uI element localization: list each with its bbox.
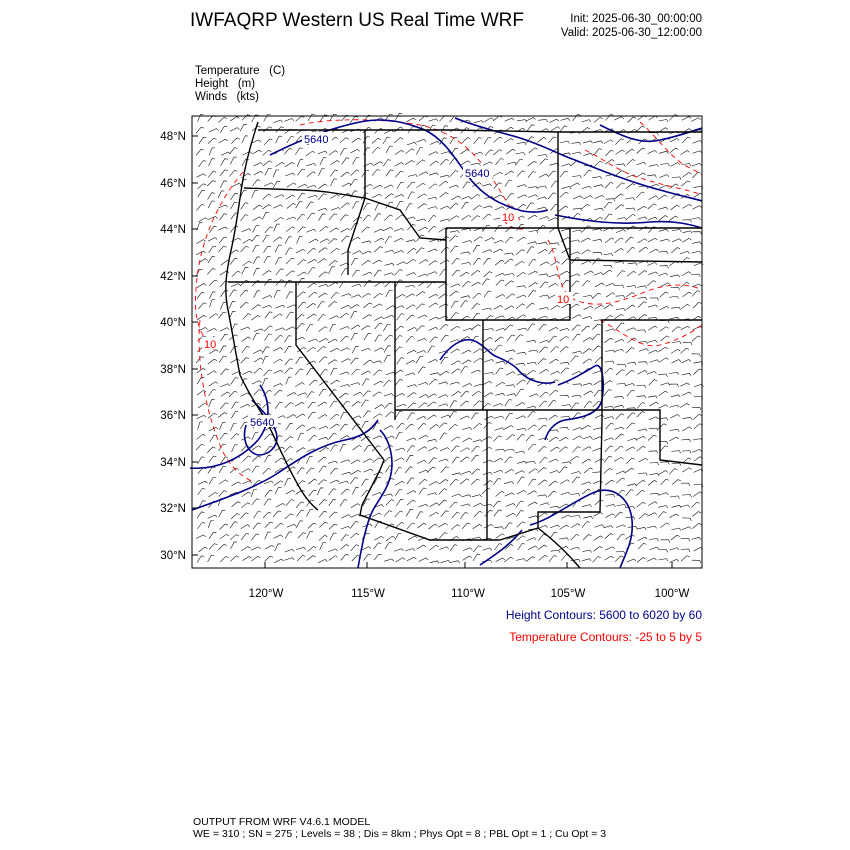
lat-label: 48°N bbox=[160, 131, 186, 143]
field-height-name: Height bbox=[195, 78, 229, 90]
lat-label: 42°N bbox=[160, 271, 186, 283]
lat-label: 32°N bbox=[160, 503, 186, 515]
lat-label: 40°N bbox=[160, 317, 186, 329]
wind-barbs bbox=[196, 113, 704, 563]
lon-label: 115°W bbox=[351, 588, 385, 600]
lat-label: 30°N bbox=[160, 550, 186, 562]
temperature-contour-west bbox=[195, 172, 243, 350]
height-contour-southern-rockies bbox=[545, 365, 603, 440]
temperature-label-rockies: 10 bbox=[502, 212, 515, 224]
height-label-coast: 5640 bbox=[250, 417, 275, 429]
washington-oregon bbox=[244, 188, 365, 198]
wyoming-box bbox=[446, 228, 570, 320]
field-temperature-unit: (C) bbox=[269, 65, 286, 77]
nm-texas bbox=[538, 420, 602, 528]
political-borders bbox=[226, 122, 702, 568]
temperature-contour-northeast-2 bbox=[585, 150, 702, 195]
lon-label: 120°W bbox=[248, 588, 284, 600]
sd-ne-line bbox=[558, 228, 570, 260]
lon-label: 100°W bbox=[654, 588, 690, 600]
lat-label: 44°N bbox=[160, 224, 186, 236]
height-label-north: 5640 bbox=[304, 134, 329, 146]
lat-label: 46°N bbox=[160, 178, 186, 190]
valid-time: Valid: 2025-06-30_12:00:00 bbox=[560, 27, 702, 39]
height-label-central: 5640 bbox=[465, 168, 490, 180]
init-time: Init: 2025-06-30_00:00:00 bbox=[570, 13, 702, 25]
lat-label: 34°N bbox=[160, 457, 186, 469]
model-info: OUTPUT FROM WRF V4.6.1 MODEL bbox=[193, 816, 371, 828]
temperature-contour-note: Temperature Contours: -25 to 5 by 5 bbox=[509, 630, 702, 644]
height-contour-upper-midwest bbox=[600, 125, 702, 141]
temperature-label-plains: 10 bbox=[557, 294, 570, 306]
lon-label: 110°W bbox=[451, 588, 485, 600]
height-contour-texas bbox=[530, 490, 632, 568]
field-winds-name: Winds bbox=[195, 91, 227, 103]
latitude-labels bbox=[160, 131, 186, 562]
field-temperature-name: Temperature bbox=[195, 65, 260, 77]
map-title: IWFAQRP Western US Real Time WRF bbox=[190, 10, 524, 31]
height-contour-plains bbox=[555, 215, 702, 228]
temperature-contour-northeast bbox=[640, 122, 702, 175]
wind-barb-field bbox=[196, 113, 704, 563]
lat-label: 36°N bbox=[160, 410, 186, 422]
longitude-labels bbox=[249, 588, 690, 600]
model-params: WE = 310 ; SN = 275 ; Levels = 38 ; Dis = 8km ; Phys Opt = 8 ; PBL Opt = 1 ; Cu Opt = 3 bbox=[193, 828, 607, 840]
montana-idaho bbox=[365, 198, 446, 240]
lon-label: 105°W bbox=[550, 588, 586, 600]
temperature-label-coast: 10 bbox=[204, 339, 217, 351]
pacific-coastline bbox=[226, 122, 318, 510]
field-height-unit: (m) bbox=[237, 78, 256, 90]
field-winds-unit: (kts) bbox=[236, 91, 259, 103]
height-contour-note: Height Contours: 5600 to 6020 by 60 bbox=[505, 608, 702, 622]
lat-label: 38°N bbox=[160, 364, 186, 376]
